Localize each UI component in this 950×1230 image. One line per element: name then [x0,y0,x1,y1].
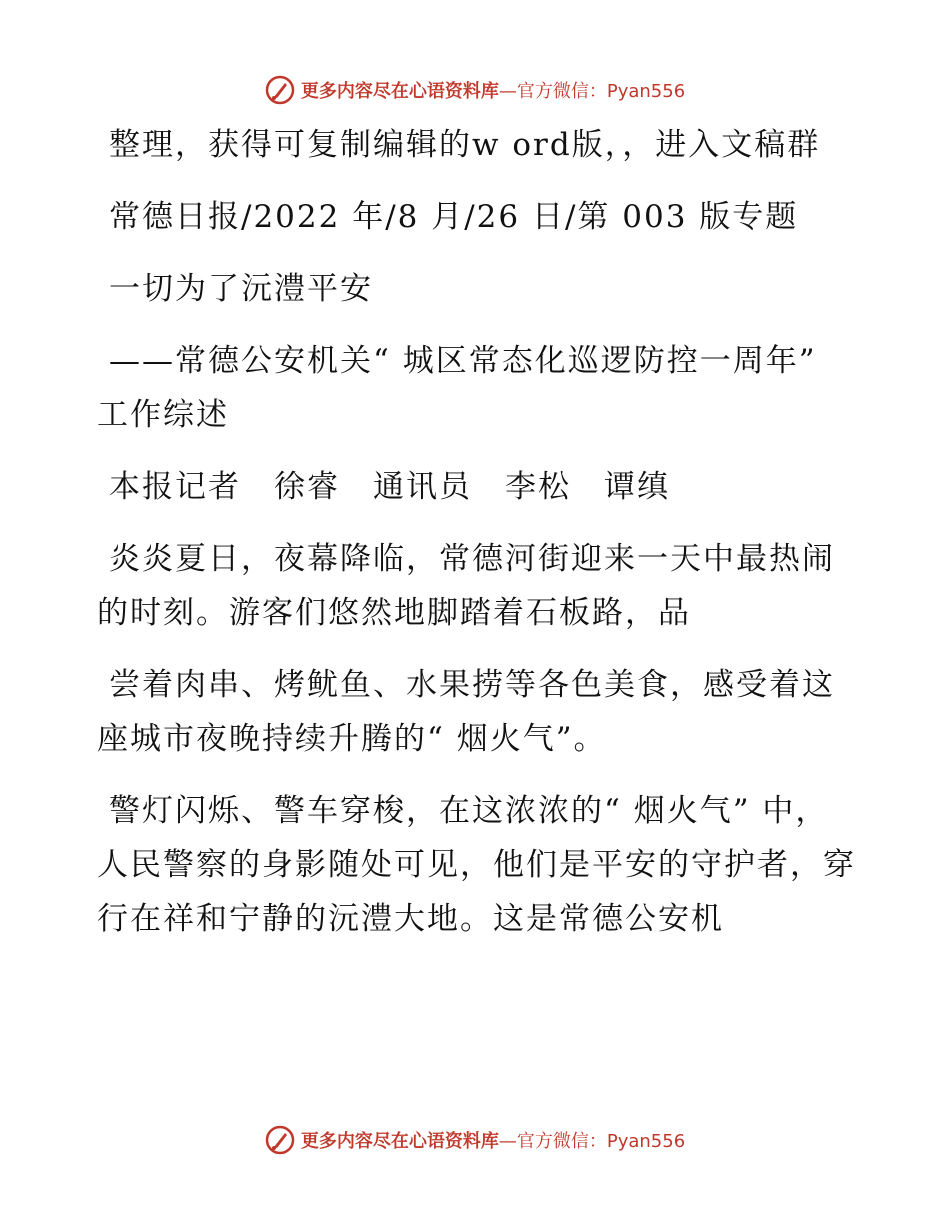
article-title: 一切为了沅澧平安 [109,271,373,307]
watermark-text [301,1127,685,1153]
paragraph-body-1: 炎炎夏日，夜幕降临，常德河街迎来一天中最热闹的时刻。游客们悠然地脚踏着石板路，品 [97,541,835,631]
watermark-separator: — [498,1131,517,1152]
paragraph-body-3: 警灯闪烁、警车穿梭，在这浓浓的“ 烟火气” 中，人民警察的身影随处可见，他们是平安的守护者，穿行在祥和宁静的沅澧大地。这是常德公安机 [97,793,856,937]
watermark-brand: 更多内容尽在心语资料库 [300,1131,499,1152]
watermark-text [301,77,685,103]
watermark-wechat-label: 官方微信： [516,1131,607,1152]
article-subtitle: ——常德公安机关“ 城区常态化巡逻防控一周年” 工作综述 [97,343,817,433]
paragraph-intro: 整理，获得可复制编辑的w ord版，，进入文稿群 [109,127,821,163]
quill-logo-icon [265,75,295,105]
quill-logo-icon [265,1125,295,1155]
paragraph-source-line: 常德日报/2022 年/8 月/26 日/第 003 版专题 [109,199,799,235]
watermark-separator: — [498,81,517,102]
watermark-wechat-id: Pyan556 [606,1131,686,1152]
header-watermark [0,70,950,110]
article-byline: 本报记者 徐睿 通讯员 李松 谭缜 [109,469,670,505]
footer-watermark [0,1120,950,1160]
document-body [97,118,857,964]
watermark-brand: 更多内容尽在心语资料库 [300,81,499,102]
paragraph-body-2: 尝着肉串、烤鱿鱼、水果捞等各色美食，感受着这座城市夜晚持续升腾的“ 烟火气”。 [97,667,835,757]
watermark-wechat-id: Pyan556 [606,81,686,102]
watermark-wechat-label: 官方微信： [516,81,607,102]
